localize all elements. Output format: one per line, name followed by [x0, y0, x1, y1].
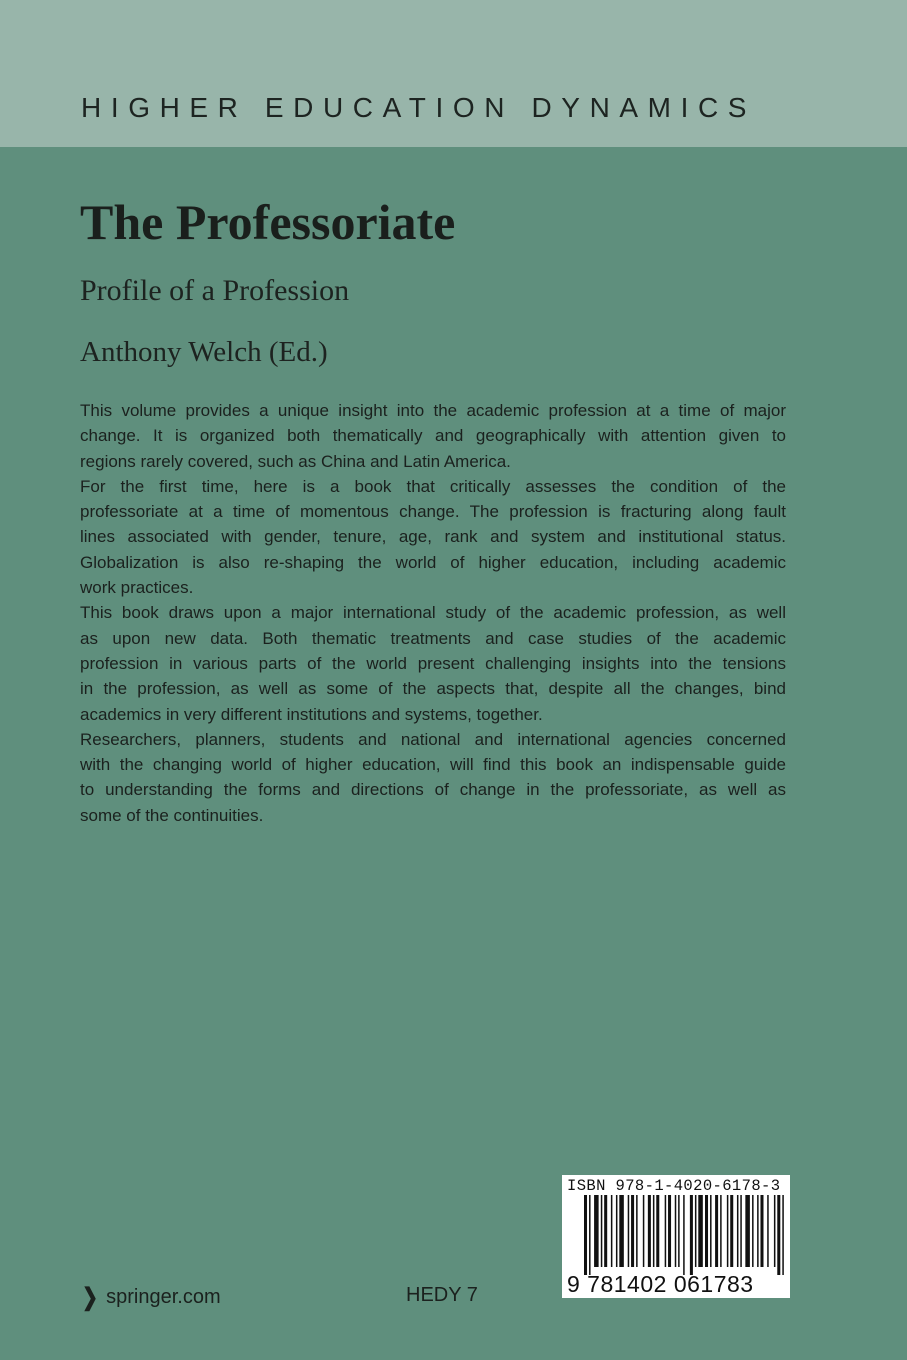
barcode-bar: [589, 1195, 591, 1275]
barcode-bar: [710, 1195, 712, 1267]
blurb-line: change. It is organized both thematically and geographically with attention given to: [80, 426, 786, 446]
barcode-bar: [594, 1195, 599, 1267]
blurb-line: regions rarely covered, such as China and Latin America.: [80, 451, 511, 471]
blurb-line: For the first time, here is a book that critically assesses the condition of the: [80, 476, 786, 496]
barcode-bar: [601, 1195, 603, 1267]
barcode-bar: [643, 1195, 645, 1267]
barcode-bar: [665, 1195, 667, 1267]
barcode-bar: [628, 1195, 630, 1267]
springer-link[interactable]: [80, 1283, 221, 1312]
barcode-bar: [777, 1195, 780, 1275]
barcode-bar: [715, 1195, 718, 1267]
barcode-bar: [675, 1195, 677, 1267]
series-code: HEDY 7: [406, 1284, 478, 1306]
blurb-line: in the profession, as well as some of the aspects that, despite all the changes, bind: [80, 679, 786, 699]
chevron-right-icon: ❯: [82, 1284, 99, 1311]
barcode-bars: [584, 1195, 784, 1275]
barcode-bar: [740, 1195, 742, 1267]
blurb-line: academics in very different institutions and systems, together.: [80, 704, 543, 724]
barcode-bar: [698, 1195, 703, 1267]
barcode-bar: [584, 1195, 587, 1275]
barcode-bar: [656, 1195, 659, 1267]
ean-digits: 9 781402 061783: [567, 1271, 754, 1297]
blurb-line: Researchers, planners, students and national and international agencies concerned: [80, 729, 786, 749]
barcode-bar: [727, 1195, 729, 1267]
barcode-bar: [767, 1195, 769, 1267]
barcode-bar: [683, 1195, 685, 1275]
barcode-bar: [604, 1195, 607, 1267]
barcode-bar: [616, 1195, 618, 1267]
barcode-bar: [695, 1195, 697, 1267]
barcode-bar: [760, 1195, 763, 1267]
blurb-text: [80, 398, 786, 828]
isbn-label: ISBN 978-1-4020-6178-3: [567, 1177, 781, 1195]
barcode-bar: [745, 1195, 750, 1267]
barcode-bar: [690, 1195, 693, 1275]
blurb-line: professoriate at a time of momentous change. The profession is fracturing along fault: [80, 502, 786, 522]
barcode-bar: [705, 1195, 708, 1267]
blurb-line: to understanding the forms and directions of change in the professoriate, as well as: [80, 780, 786, 800]
blurb-line: as upon new data. Both thematic treatments and case studies of the academic: [80, 628, 786, 648]
blurb-line: lines associated with gender, tenure, age, rank and system and institutional status.: [80, 527, 786, 547]
barcode-bar: [631, 1195, 634, 1267]
barcode-bar: [752, 1195, 754, 1267]
blurb-line: Globalization is also re-shaping the world of higher education, including academic: [80, 552, 786, 572]
series-band: [0, 0, 907, 147]
barcode-bar: [737, 1195, 739, 1267]
book-author: Anthony Welch (Ed.): [80, 336, 328, 368]
website-label: springer.com: [106, 1286, 221, 1308]
barcode-bar: [619, 1195, 624, 1267]
barcode-bar: [668, 1195, 671, 1267]
barcode-bar: [611, 1195, 613, 1267]
barcode-bar: [720, 1195, 722, 1267]
barcode-bar: [678, 1195, 680, 1267]
barcode-bar: [648, 1195, 651, 1267]
barcode-bar: [782, 1195, 784, 1275]
barcode-bar: [636, 1195, 638, 1267]
book-subtitle: Profile of a Profession: [80, 274, 350, 307]
barcode-bar: [730, 1195, 733, 1267]
book-title: The Professoriate: [80, 194, 456, 250]
blurb-line: This book draws upon a major international study of the academic profession, as well: [80, 603, 786, 623]
blurb-line: work practices.: [80, 578, 194, 598]
blurb-line: This volume provides a unique insight into the academic profession at a time of major: [80, 401, 786, 420]
blurb-line: some of the continuities.: [80, 805, 264, 825]
barcode-bar: [774, 1195, 776, 1267]
barcode-bar: [757, 1195, 759, 1267]
series-name: HIGHER EDUCATION DYNAMICS: [81, 92, 757, 123]
isbn-barcode: [562, 1175, 790, 1298]
barcode-bar: [653, 1195, 655, 1267]
blurb-line: profession in various parts of the world present challenging insights into the tensions: [80, 653, 786, 673]
blurb-line: with the changing world of higher education, will find this book an indispensable guide: [80, 755, 786, 775]
